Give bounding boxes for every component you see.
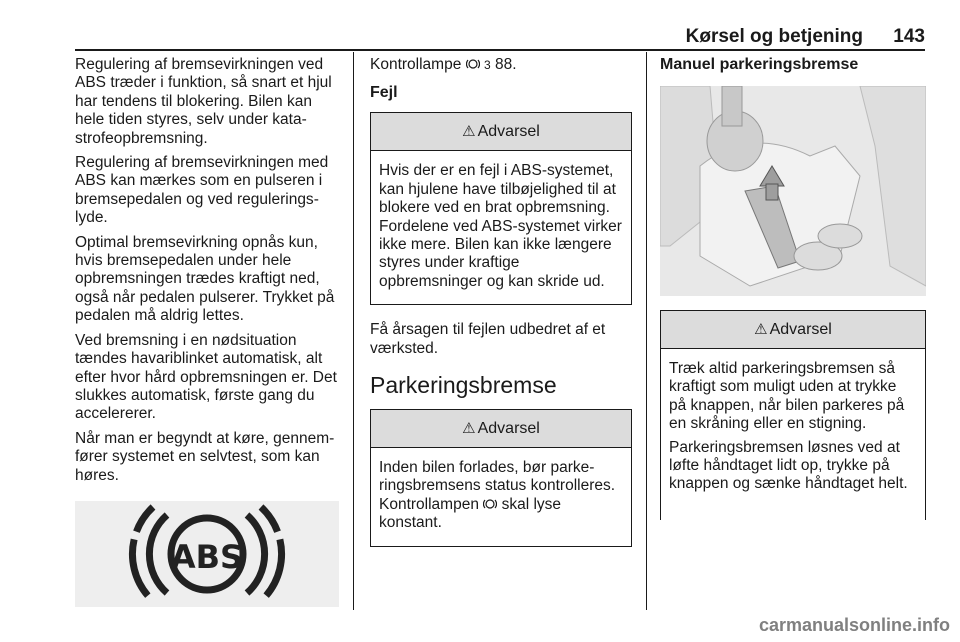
- abs-lamp-icon: [466, 58, 480, 70]
- chapter-title: Kørsel og betjening: [685, 26, 863, 47]
- warning-header: ⚠ Advarsel: [371, 410, 631, 448]
- warning-box-parking-check: [370, 409, 632, 547]
- watermark: carmanualsonline.info: [758, 615, 950, 635]
- warning-header: ⚠ Advarsel: [371, 113, 631, 151]
- column-2: [370, 56, 632, 547]
- header-rule: [75, 49, 925, 51]
- warning-box-abs-fault: [370, 112, 632, 305]
- warning-text: Parkeringsbremsen løsnes ved at løfte håndtaget lidt op, trykke på knappen og sænke håndtaget helt.: [669, 438, 908, 493]
- paragraph: Regulering af bremsevirkningen med ABS kan mærkes som en pulseren i bremsepedalen og ved reguleringslyde.: [75, 154, 329, 227]
- column-1: [75, 56, 343, 607]
- paragraph: Optimal bremsevirkning opnås kun, hvis bremsepedalen under hele opbremsningen trædes kraftigt ned, også når pedalen pulserer. Trykket på pedalen må aldrig lettes.: [75, 233, 335, 325]
- parking-brake-lever-image: [660, 86, 926, 296]
- warning-text: Træk altid parkeringsbremsen så kraftigt som muligt uden at trykke på knappen, når bilen parkeres på en skråning eller en stigning.: [669, 360, 905, 433]
- warning-box-manual-parking: [660, 310, 926, 520]
- warning-triangle-icon: ⚠: [462, 123, 476, 141]
- section-title-parkeringsbremse: Parkeringsbremse: [370, 372, 557, 399]
- warning-header: ⚠ Advarsel: [661, 311, 925, 349]
- warning-triangle-icon: ⚠: [462, 420, 476, 438]
- abs-warning-light-figure: [75, 501, 339, 607]
- paragraph: Regulering af bremsevirkningen ved ABS træder i funktion, så snart et hjul har tendens til blokering. Bilen kan hele tiden styres, selv under katastrofeopbremsning.: [75, 56, 332, 147]
- abs-icon-label: ABS: [170, 537, 244, 576]
- parking-brake-lamp-icon: [483, 498, 497, 510]
- paragraph: Ved bremsning i en nødsituation tændes havariblinket automatisk, alt efter hvor hård opbremsningen er. Det slukkes automatisk, første gang du accelererer.: [75, 331, 337, 423]
- paragraph: Når man er begyndt at køre, gennemfører systemet en selvtest, som kan høres.: [75, 429, 335, 484]
- arrow-ref-icon: 3: [483, 58, 491, 72]
- subheading-fejl: Fejl: [370, 84, 398, 102]
- warning-text: Inden bilen forlades, bør parkeringsbremsens status kontrolleres. Kontrollampen skal lyse konstant.: [379, 459, 616, 532]
- column-divider-1: [353, 52, 354, 610]
- paragraph: Få årsagen til fejlen udbedret af et værksted.: [370, 321, 606, 357]
- column-divider-2: [646, 52, 647, 610]
- page-header: [75, 24, 925, 50]
- heading-manual-parking-brake: Manuel parkeringsbremse: [660, 56, 859, 73]
- control-lamp-reference: Kontrollampe 3 88.: [370, 56, 517, 73]
- page-number: 143: [893, 26, 925, 47]
- abs-icon: [75, 501, 339, 607]
- warning-text: Hvis der er en fejl i ABS-systemet, kan hjulene have tilbøjelighed til at blokere ved en brat opbremsning. Fordelene ved ABS-systemet virker ikke mere. Bilen kan ikke længere styres under kraftige opbremsninger og kan skride ud.: [379, 162, 622, 290]
- warning-triangle-icon: ⚠: [754, 321, 768, 338]
- parking-brake-lever-illustration: [660, 86, 926, 296]
- column-3: [660, 56, 926, 520]
